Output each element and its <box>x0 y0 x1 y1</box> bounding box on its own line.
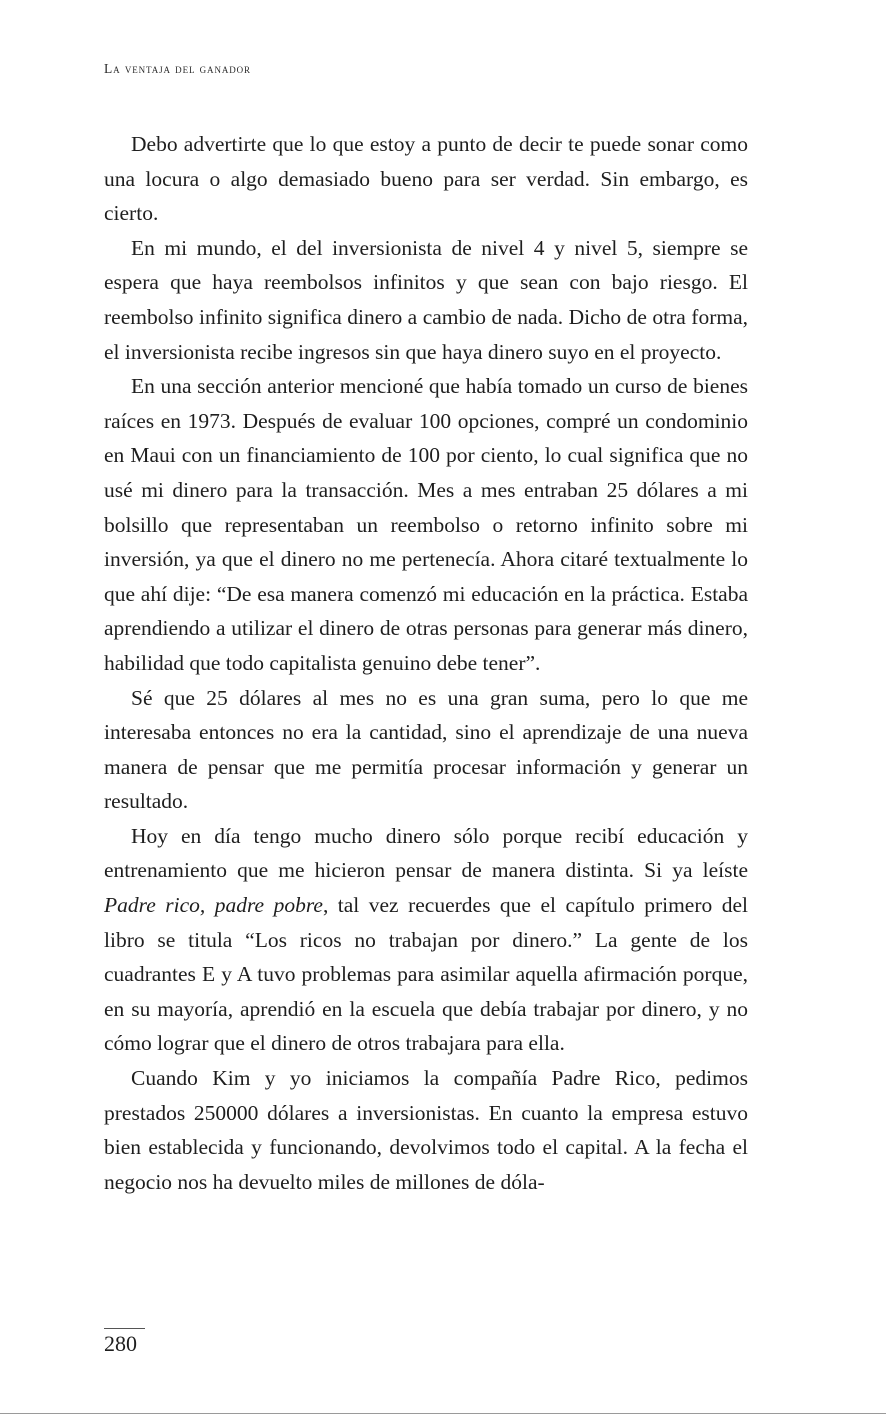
book-title: Padre rico, padre pobre <box>104 893 323 918</box>
paragraph-education-lead: Hoy en día tengo mucho dinero sólo porque recibí educación y entrenamiento que me hicieron pensar de manera distinta. Si ya leíste <box>104 823 748 883</box>
running-head: La ventaja del ganador <box>104 61 251 76</box>
paragraph-maui-condominium: En una sección anterior mencioné que había tomado un curso de bienes raíces en 1973. Después de evaluar 100 opciones, compré un condominio en Maui con un financiamiento de 100 por ciento, lo cual significa que no usé mi dinero para la transacción. Mes a mes entraban 25 dólares a mi bolsillo que representaban un reembolso o retorno infinito sobre mi inversión, ya que el dinero no me pertenecía. Ahora citaré textualmente lo que ahí dije: “De esa manera comenzó mi educación en la práctica. Estaba aprendiendo a utilizar el dinero de otras personas para generar más dinero, habilidad que todo capitalista genuino debe tener”. <box>104 374 748 675</box>
paragraph-warning: Debo advertirte que lo que estoy a punto de decir te puede sonar como una locura o algo demasiado bueno para ser verdad. Sin embargo, es cierto. <box>104 132 748 226</box>
paragraph-education-rest: , tal vez recuerdes que el capítulo primero del libro se titula “Los ricos no trabajan por dinero.” La gente de los cuadrantes E y A tuvo problemas para asimilar aquella afirmación porque, en su mayoría, aprendió en la escuela que debía trabajar por dinero, y no cómo lograr que el dinero de otros trabajara para ella. <box>104 893 748 1056</box>
body-text <box>104 127 748 1199</box>
folio-rule <box>104 1328 145 1329</box>
paragraph-padre-rico-company: Cuando Kim y yo iniciamos la compañía Padre Rico, pedimos prestados 250000 dólares a inversionistas. En cuanto la empresa estuvo bien establecida y funcionando, devolvimos todo el capital. A la fecha el negocio nos ha devuelto miles de millones de dóla- <box>104 1066 748 1194</box>
paragraph-infinite-returns: En mi mundo, el del inversionista de nivel 4 y nivel 5, siempre se espera que haya reembolsos infinitos y que sean con bajo riesgo. El reembolso infinito significa dinero a cambio de nada. Dicho de otra forma, el inversionista recibe ingresos sin que haya dinero suyo en el proyecto. <box>104 235 748 364</box>
paragraph-education <box>104 819 748 1061</box>
page-number: 280 <box>104 1331 137 1356</box>
paragraph-twenty-five-dollars: Sé que 25 dólares al mes no es una gran suma, pero lo que me interesaba entonces no era la cantidad, sino el aprendizaje de una nueva manera de pensar que me permitía procesar información y generar un resultado. <box>104 685 748 814</box>
page-bottom-edge <box>0 1413 886 1414</box>
